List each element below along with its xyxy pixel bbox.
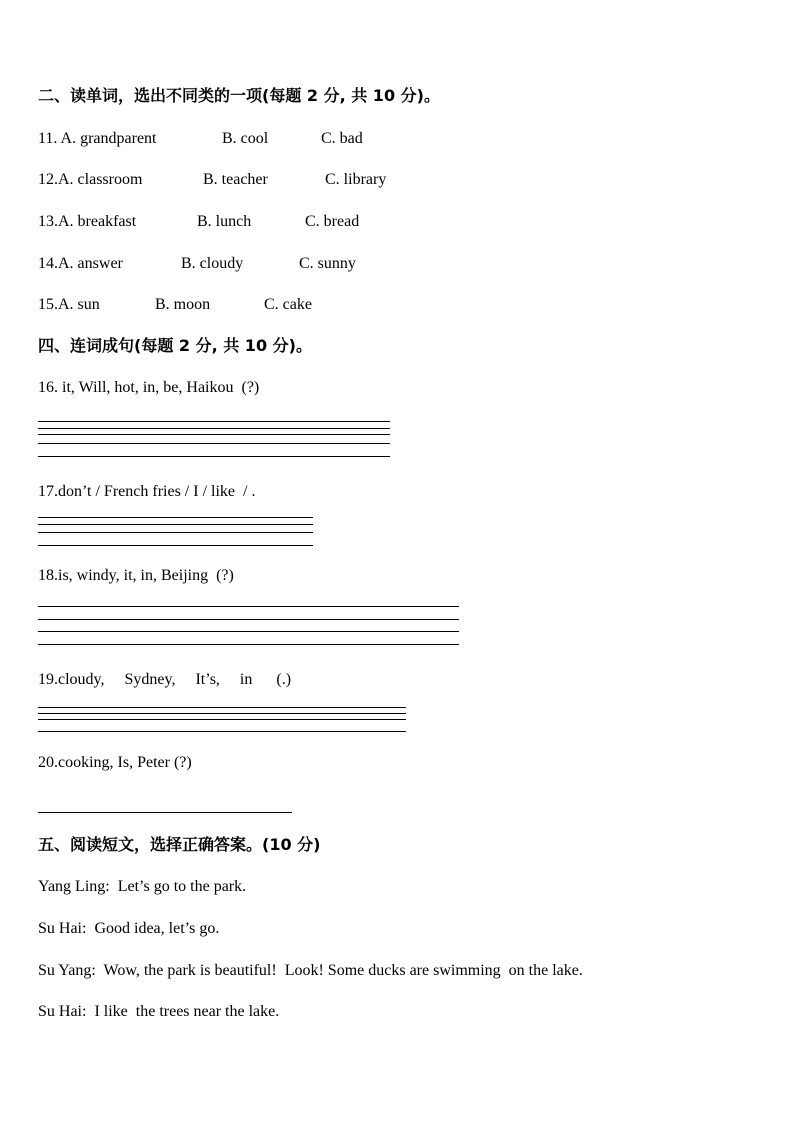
- question-20: 20.cooking, Is, Peter (?): [38, 754, 192, 771]
- dialogue-line: Su Yang: Wow, the park is beautiful! Look! Some ducks are swimming on the lake.: [38, 962, 583, 979]
- question-14: 14.A. answer: [38, 255, 123, 272]
- answer-line[interactable]: [38, 606, 459, 607]
- section-2-heading: 二、读单词，选出不同类的一项(每题 2 分, 共 10 分)。: [38, 86, 440, 105]
- question-15-option-c: C. cake: [264, 296, 312, 313]
- answer-line[interactable]: [38, 719, 406, 720]
- answer-line[interactable]: [38, 644, 459, 645]
- question-13: 13.A. breakfast: [38, 213, 137, 230]
- question-12-option-c: C. library: [325, 171, 387, 188]
- question-15-option-b: B. moon: [155, 296, 211, 313]
- dialogue-line: Su Hai: Good idea, let’s go.: [38, 920, 220, 937]
- answer-line[interactable]: [38, 731, 406, 732]
- question-17: 17.don’t / French fries / I / like / .: [38, 483, 256, 500]
- question-12-option-b: B. teacher: [203, 171, 268, 188]
- question-14-option-c: C. sunny: [299, 255, 356, 272]
- answer-line[interactable]: [38, 707, 406, 708]
- answer-line[interactable]: [38, 524, 313, 525]
- question-15: 15.A. sun: [38, 296, 100, 313]
- answer-line[interactable]: [38, 428, 390, 429]
- answer-line[interactable]: [38, 631, 459, 632]
- question-11: 11. A. grandparent: [38, 130, 157, 147]
- answer-line[interactable]: [38, 434, 390, 435]
- answer-line[interactable]: [38, 619, 459, 620]
- answer-line[interactable]: [38, 713, 406, 714]
- question-14-option-b: B. cloudy: [181, 255, 244, 272]
- answer-line[interactable]: [38, 421, 390, 422]
- dialogue-line: Yang Ling: Let’s go to the park.: [38, 878, 247, 895]
- question-13-option-c: C. bread: [305, 213, 360, 230]
- answer-line[interactable]: [38, 443, 390, 444]
- dialogue-line: Su Hai: I like the trees near the lake.: [38, 1003, 280, 1020]
- question-11-option-b: B. cool: [222, 130, 269, 147]
- answer-line[interactable]: [38, 456, 390, 457]
- question-18: 18.is, windy, it, in, Beijing (?): [38, 567, 234, 584]
- question-19: 19.cloudy, Sydney, It’s, in (.): [38, 671, 292, 688]
- question-11-option-c: C. bad: [321, 130, 363, 147]
- section-5-heading: 五、阅读短文，选择正确答案。(10 分): [38, 835, 321, 854]
- answer-line[interactable]: [38, 812, 292, 813]
- question-16: 16. it, Will, hot, in, be, Haikou (?): [38, 379, 260, 396]
- answer-line[interactable]: [38, 545, 313, 546]
- answer-line[interactable]: [38, 532, 313, 533]
- section-4-heading: 四、连词成句(每题 2 分, 共 10 分)。: [38, 336, 312, 355]
- question-12: 12.A. classroom: [38, 171, 143, 188]
- question-13-option-b: B. lunch: [197, 213, 252, 230]
- answer-line[interactable]: [38, 517, 313, 518]
